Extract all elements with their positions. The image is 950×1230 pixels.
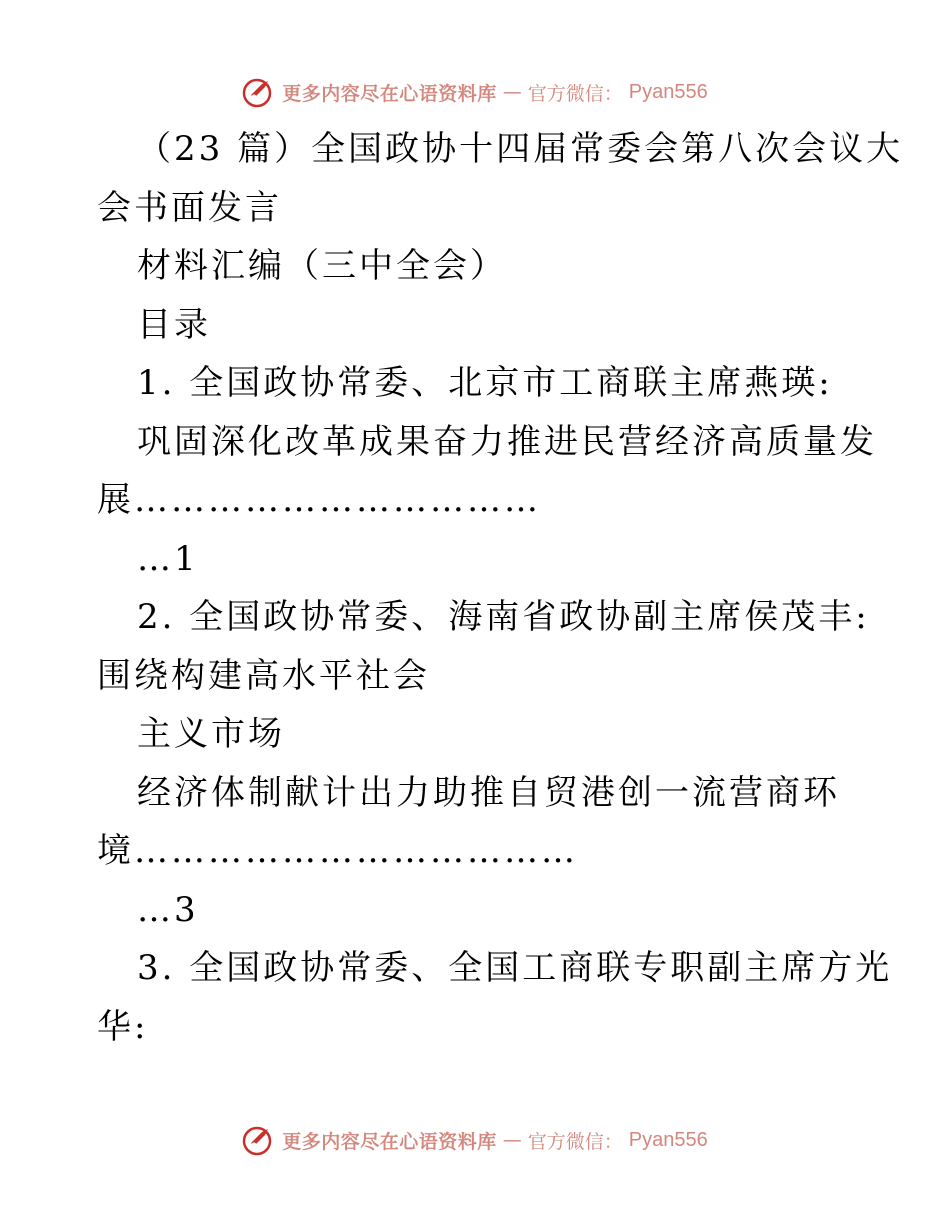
watermark-wechat-id: Pyan556: [628, 1128, 708, 1151]
toc-heading: 目录: [137, 304, 211, 345]
pen-nib-logo-icon: [242, 1123, 276, 1157]
toc-entry-1-page: …1: [137, 538, 199, 579]
toc-entry-2-title-cont-2: 经济体制献计出力助推自贸港创一流营商环: [137, 772, 840, 813]
title-line-3: 材料汇编（三中全会）: [137, 246, 507, 286]
toc-entry-2-speaker: 2. 全国政协常委、海南省政协副主席侯茂丰:: [137, 597, 870, 637]
toc-entry-2-page: …3: [137, 889, 199, 930]
watermark-content: [242, 75, 708, 109]
document-body: [97, 120, 904, 1056]
watermark-wechat-label: 官方微信：: [527, 1130, 623, 1153]
watermark-banner-bottom: [0, 1118, 950, 1162]
watermark-content: [242, 1123, 708, 1157]
watermark-main-text: 更多内容尽在心语资料库: [282, 82, 497, 105]
watermark-wechat-label: 官方微信：: [527, 82, 623, 105]
toc-entry-2-title: 围绕构建高水平社会: [97, 655, 430, 696]
title-line-1: （23 篇）全国政协十四届常委会第八次会议大: [137, 129, 904, 169]
toc-entry-1-speaker: 1. 全国政协常委、北京市工商联主席燕瑛:: [137, 363, 833, 403]
toc-entry-2-title-cont-3: 境………………………………: [97, 831, 578, 871]
watermark-main-text: 更多内容尽在心语资料库: [282, 1130, 497, 1153]
toc-entry-1-title: 巩固深化改革成果奋力推进民营经济高质量发: [137, 421, 877, 462]
title-line-2: 会书面发言: [97, 187, 282, 228]
toc-entry-2-title-cont: 主义市场: [137, 714, 285, 754]
toc-entry-3-speaker-cont: 华:: [97, 1006, 149, 1047]
toc-entry-3-speaker: 3. 全国政协常委、全国工商联专职副主席方光: [137, 948, 893, 988]
watermark-banner-top: [0, 70, 950, 114]
watermark-wechat-id: Pyan556: [628, 80, 708, 103]
watermark-separator: —: [502, 1129, 522, 1151]
pen-nib-logo-icon: [242, 75, 276, 109]
toc-entry-1-title-cont: 展……………………………: [97, 480, 541, 520]
watermark-separator: —: [502, 81, 522, 103]
